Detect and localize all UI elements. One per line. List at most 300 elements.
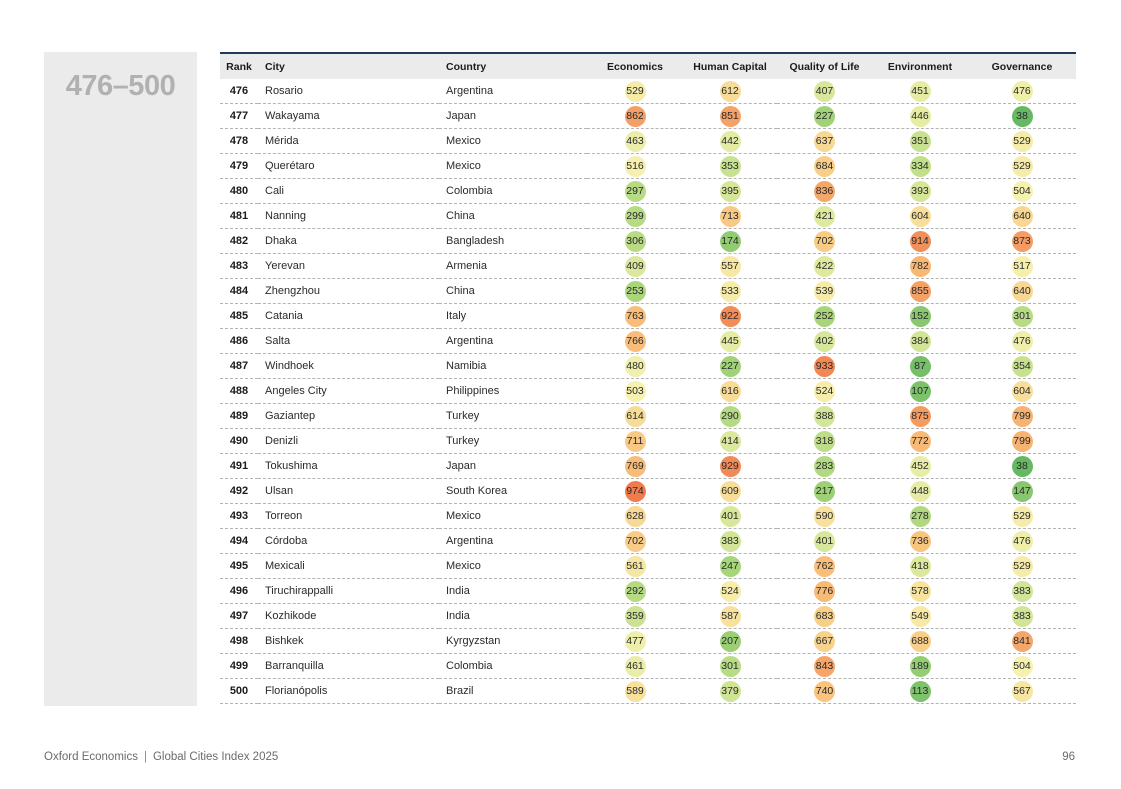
range-label: 476–500 — [65, 70, 176, 102]
score-badge: 616 — [720, 381, 741, 402]
table-row — [220, 679, 1076, 704]
score-badge: 529 — [1012, 506, 1033, 527]
cell-quality-of-life — [777, 404, 872, 429]
cell-city: Bishkek — [258, 629, 439, 654]
score-badge: 297 — [625, 181, 646, 202]
cell-environment — [872, 404, 968, 429]
cell-rank: 490 — [220, 429, 258, 454]
cell-human-capital — [683, 629, 777, 654]
cell-quality-of-life — [777, 154, 872, 179]
score-badge: 736 — [910, 531, 931, 552]
score-badge: 843 — [814, 656, 835, 677]
cell-governance — [968, 604, 1076, 629]
cell-economics — [587, 104, 683, 129]
cell-economics — [587, 604, 683, 629]
cell-economics — [587, 179, 683, 204]
cell-city: Rosario — [258, 79, 439, 104]
header-quality-of-life: Quality of Life — [777, 53, 872, 79]
score-badge: 539 — [814, 281, 835, 302]
cell-human-capital — [683, 404, 777, 429]
score-badge: 517 — [1012, 256, 1033, 277]
cell-country: South Korea — [439, 479, 587, 504]
cell-rank: 483 — [220, 254, 258, 279]
cell-quality-of-life — [777, 179, 872, 204]
cell-quality-of-life — [777, 604, 872, 629]
table-row — [220, 129, 1076, 154]
score-badge: 351 — [910, 131, 931, 152]
score-badge: 334 — [910, 156, 931, 177]
cell-rank: 492 — [220, 479, 258, 504]
cell-quality-of-life — [777, 329, 872, 354]
cell-environment — [872, 454, 968, 479]
score-badge: 769 — [625, 456, 646, 477]
cell-human-capital — [683, 604, 777, 629]
score-badge: 776 — [814, 581, 835, 602]
cell-rank: 479 — [220, 154, 258, 179]
score-badge: 529 — [625, 81, 646, 102]
cell-city: Salta — [258, 329, 439, 354]
score-badge: 107 — [910, 381, 931, 402]
score-badge: 533 — [720, 281, 741, 302]
cell-city: Ulsan — [258, 479, 439, 504]
score-badge: 299 — [625, 206, 646, 227]
cell-city: Gaziantep — [258, 404, 439, 429]
cell-city: Dhaka — [258, 229, 439, 254]
score-badge: 612 — [720, 81, 741, 102]
score-badge: 306 — [625, 231, 646, 252]
cell-human-capital — [683, 304, 777, 329]
table-row — [220, 654, 1076, 679]
cell-city: Denizli — [258, 429, 439, 454]
cell-rank: 481 — [220, 204, 258, 229]
score-badge: 407 — [814, 81, 835, 102]
cell-economics — [587, 354, 683, 379]
score-badge: 253 — [625, 281, 646, 302]
score-badge: 388 — [814, 406, 835, 427]
score-badge: 628 — [625, 506, 646, 527]
cell-economics — [587, 679, 683, 704]
score-badge: 503 — [625, 381, 646, 402]
cell-city: Cali — [258, 179, 439, 204]
cell-country: Mexico — [439, 504, 587, 529]
cell-environment — [872, 79, 968, 104]
score-badge: 524 — [720, 581, 741, 602]
cell-human-capital — [683, 329, 777, 354]
score-badge: 422 — [814, 256, 835, 277]
cell-country: Philippines — [439, 379, 587, 404]
score-badge: 401 — [814, 531, 835, 552]
score-badge: 688 — [910, 631, 931, 652]
cell-environment — [872, 354, 968, 379]
cell-economics — [587, 654, 683, 679]
score-badge: 477 — [625, 631, 646, 652]
cell-governance — [968, 654, 1076, 679]
cell-human-capital — [683, 104, 777, 129]
cell-environment — [872, 604, 968, 629]
cell-rank: 486 — [220, 329, 258, 354]
cell-quality-of-life — [777, 529, 872, 554]
cell-human-capital — [683, 579, 777, 604]
cell-governance — [968, 79, 1076, 104]
score-badge: 446 — [910, 106, 931, 127]
score-badge: 476 — [1012, 81, 1033, 102]
score-badge: 445 — [720, 331, 741, 352]
cell-city: Mexicali — [258, 554, 439, 579]
cell-quality-of-life — [777, 254, 872, 279]
score-badge: 567 — [1012, 681, 1033, 702]
cell-governance — [968, 154, 1076, 179]
cell-economics — [587, 229, 683, 254]
score-badge: 463 — [625, 131, 646, 152]
cell-quality-of-life — [777, 479, 872, 504]
score-badge: 974 — [625, 481, 646, 502]
cell-economics — [587, 554, 683, 579]
page-number: 96 — [1062, 751, 1075, 763]
cell-country: Namibia — [439, 354, 587, 379]
cell-city: Florianópolis — [258, 679, 439, 704]
score-badge: 873 — [1012, 231, 1033, 252]
table-row — [220, 554, 1076, 579]
score-badge: 875 — [910, 406, 931, 427]
cell-rank: 489 — [220, 404, 258, 429]
cell-rank: 477 — [220, 104, 258, 129]
cell-environment — [872, 579, 968, 604]
score-badge: 504 — [1012, 181, 1033, 202]
score-badge: 529 — [1012, 556, 1033, 577]
cell-governance — [968, 429, 1076, 454]
table-row — [220, 179, 1076, 204]
cell-economics — [587, 79, 683, 104]
cell-rank: 485 — [220, 304, 258, 329]
cell-human-capital — [683, 354, 777, 379]
cell-environment — [872, 129, 968, 154]
header-rank: Rank — [220, 53, 258, 79]
score-badge: 448 — [910, 481, 931, 502]
score-badge: 702 — [625, 531, 646, 552]
cell-governance — [968, 504, 1076, 529]
cell-rank: 496 — [220, 579, 258, 604]
score-badge: 452 — [910, 456, 931, 477]
cell-country: Mexico — [439, 554, 587, 579]
footer-publisher-line — [44, 751, 278, 763]
score-badge: 383 — [720, 531, 741, 552]
cell-rank: 476 — [220, 79, 258, 104]
cell-economics — [587, 304, 683, 329]
score-badge: 247 — [720, 556, 741, 577]
score-badge: 38 — [1012, 456, 1033, 477]
score-badge: 189 — [910, 656, 931, 677]
cell-rank: 487 — [220, 354, 258, 379]
score-badge: 772 — [910, 431, 931, 452]
cell-quality-of-life — [777, 354, 872, 379]
header-economics: Economics — [587, 53, 683, 79]
cell-city: Barranquilla — [258, 654, 439, 679]
cell-environment — [872, 254, 968, 279]
cell-human-capital — [683, 379, 777, 404]
score-badge: 933 — [814, 356, 835, 377]
cell-human-capital — [683, 129, 777, 154]
cell-city: Windhoek — [258, 354, 439, 379]
table-row — [220, 104, 1076, 129]
score-badge: 762 — [814, 556, 835, 577]
score-badge: 914 — [910, 231, 931, 252]
cell-country: Armenia — [439, 254, 587, 279]
cell-governance — [968, 229, 1076, 254]
score-badge: 862 — [625, 106, 646, 127]
score-badge: 683 — [814, 606, 835, 627]
score-badge: 609 — [720, 481, 741, 502]
cell-city: Zhengzhou — [258, 279, 439, 304]
table-row — [220, 429, 1076, 454]
table-row — [220, 379, 1076, 404]
score-badge: 292 — [625, 581, 646, 602]
score-badge: 393 — [910, 181, 931, 202]
cell-governance — [968, 579, 1076, 604]
score-badge: 301 — [1012, 306, 1033, 327]
cell-human-capital — [683, 254, 777, 279]
score-badge: 476 — [1012, 331, 1033, 352]
table-row — [220, 579, 1076, 604]
cell-economics — [587, 579, 683, 604]
cell-governance — [968, 404, 1076, 429]
score-badge: 480 — [625, 356, 646, 377]
footer-separator: | — [143, 751, 147, 763]
table-row — [220, 529, 1076, 554]
rankings-table-wrap — [220, 52, 1076, 704]
score-badge: 578 — [910, 581, 931, 602]
cell-economics — [587, 629, 683, 654]
cell-rank: 478 — [220, 129, 258, 154]
score-badge: 278 — [910, 506, 931, 527]
cell-country: Mexico — [439, 154, 587, 179]
header-human-capital: Human Capital — [683, 53, 777, 79]
cell-country: Colombia — [439, 654, 587, 679]
score-badge: 711 — [625, 431, 646, 452]
score-badge: 516 — [625, 156, 646, 177]
cell-governance — [968, 179, 1076, 204]
table-row — [220, 79, 1076, 104]
header-governance: Governance — [968, 53, 1076, 79]
cell-environment — [872, 154, 968, 179]
cell-quality-of-life — [777, 629, 872, 654]
cell-governance — [968, 129, 1076, 154]
score-badge: 529 — [1012, 131, 1033, 152]
table-row — [220, 279, 1076, 304]
cell-city: Tiruchirappalli — [258, 579, 439, 604]
cell-country: India — [439, 579, 587, 604]
cell-rank: 495 — [220, 554, 258, 579]
cell-rank: 488 — [220, 379, 258, 404]
cell-environment — [872, 379, 968, 404]
score-badge: 524 — [814, 381, 835, 402]
cell-governance — [968, 629, 1076, 654]
cell-quality-of-life — [777, 379, 872, 404]
table-row — [220, 354, 1076, 379]
score-badge: 604 — [910, 206, 931, 227]
cell-country: Argentina — [439, 529, 587, 554]
score-badge: 354 — [1012, 356, 1033, 377]
cell-environment — [872, 654, 968, 679]
table-row — [220, 229, 1076, 254]
cell-country: Japan — [439, 454, 587, 479]
cell-country: Colombia — [439, 179, 587, 204]
cell-environment — [872, 629, 968, 654]
cell-city: Angeles City — [258, 379, 439, 404]
score-badge: 587 — [720, 606, 741, 627]
cell-rank: 498 — [220, 629, 258, 654]
score-badge: 461 — [625, 656, 646, 677]
cell-rank: 480 — [220, 179, 258, 204]
score-badge: 702 — [814, 231, 835, 252]
score-badge: 851 — [720, 106, 741, 127]
cell-country: Bangladesh — [439, 229, 587, 254]
cell-country: Turkey — [439, 429, 587, 454]
cell-economics — [587, 404, 683, 429]
cell-human-capital — [683, 279, 777, 304]
cell-economics — [587, 529, 683, 554]
cell-country: Italy — [439, 304, 587, 329]
score-badge: 557 — [720, 256, 741, 277]
score-badge: 217 — [814, 481, 835, 502]
table-row — [220, 154, 1076, 179]
score-badge: 782 — [910, 256, 931, 277]
cell-human-capital — [683, 679, 777, 704]
cell-quality-of-life — [777, 304, 872, 329]
cell-rank: 497 — [220, 604, 258, 629]
range-panel — [44, 52, 197, 706]
cell-environment — [872, 179, 968, 204]
cell-quality-of-life — [777, 129, 872, 154]
cell-country: Brazil — [439, 679, 587, 704]
header-country: Country — [439, 53, 587, 79]
cell-environment — [872, 104, 968, 129]
score-badge: 504 — [1012, 656, 1033, 677]
score-badge: 290 — [720, 406, 741, 427]
score-badge: 402 — [814, 331, 835, 352]
header-city: City — [258, 53, 439, 79]
cell-city: Tokushima — [258, 454, 439, 479]
score-badge: 637 — [814, 131, 835, 152]
cell-country: Argentina — [439, 329, 587, 354]
score-badge: 549 — [910, 606, 931, 627]
score-badge: 713 — [720, 206, 741, 227]
table-row — [220, 204, 1076, 229]
table-row — [220, 254, 1076, 279]
score-badge: 799 — [1012, 406, 1033, 427]
cell-environment — [872, 279, 968, 304]
cell-country: China — [439, 204, 587, 229]
cell-city: Mérida — [258, 129, 439, 154]
cell-environment — [872, 229, 968, 254]
cell-human-capital — [683, 429, 777, 454]
score-badge: 640 — [1012, 281, 1033, 302]
cell-environment — [872, 329, 968, 354]
cell-governance — [968, 304, 1076, 329]
score-badge: 379 — [720, 681, 741, 702]
cell-country: Kyrgyzstan — [439, 629, 587, 654]
cell-economics — [587, 279, 683, 304]
cell-quality-of-life — [777, 104, 872, 129]
footer-report: Global Cities Index 2025 — [152, 751, 279, 763]
cell-governance — [968, 279, 1076, 304]
score-badge: 414 — [720, 431, 741, 452]
score-badge: 614 — [625, 406, 646, 427]
score-badge: 561 — [625, 556, 646, 577]
cell-country: China — [439, 279, 587, 304]
cell-governance — [968, 554, 1076, 579]
cell-governance — [968, 354, 1076, 379]
score-badge: 147 — [1012, 481, 1033, 502]
cell-environment — [872, 529, 968, 554]
cell-country: India — [439, 604, 587, 629]
cell-quality-of-life — [777, 279, 872, 304]
cell-economics — [587, 454, 683, 479]
cell-city: Torreon — [258, 504, 439, 529]
cell-city: Córdoba — [258, 529, 439, 554]
cell-governance — [968, 254, 1076, 279]
score-badge: 529 — [1012, 156, 1033, 177]
table-row — [220, 604, 1076, 629]
cell-economics — [587, 154, 683, 179]
cell-city: Kozhikode — [258, 604, 439, 629]
cell-environment — [872, 554, 968, 579]
cell-human-capital — [683, 554, 777, 579]
cell-human-capital — [683, 179, 777, 204]
score-badge: 359 — [625, 606, 646, 627]
score-badge: 590 — [814, 506, 835, 527]
cell-rank: 491 — [220, 454, 258, 479]
cell-economics — [587, 479, 683, 504]
cell-city: Catania — [258, 304, 439, 329]
cell-economics — [587, 254, 683, 279]
score-badge: 174 — [720, 231, 741, 252]
cell-quality-of-life — [777, 204, 872, 229]
score-badge: 640 — [1012, 206, 1033, 227]
score-badge: 383 — [1012, 581, 1033, 602]
cell-quality-of-life — [777, 454, 872, 479]
rankings-table — [220, 52, 1076, 704]
cell-human-capital — [683, 504, 777, 529]
cell-governance — [968, 204, 1076, 229]
score-badge: 283 — [814, 456, 835, 477]
score-badge: 451 — [910, 81, 931, 102]
score-badge: 667 — [814, 631, 835, 652]
score-badge: 418 — [910, 556, 931, 577]
cell-governance — [968, 379, 1076, 404]
cell-rank: 482 — [220, 229, 258, 254]
cell-rank: 484 — [220, 279, 258, 304]
cell-economics — [587, 129, 683, 154]
score-badge: 855 — [910, 281, 931, 302]
score-badge: 836 — [814, 181, 835, 202]
cell-human-capital — [683, 479, 777, 504]
cell-city: Wakayama — [258, 104, 439, 129]
score-badge: 589 — [625, 681, 646, 702]
cell-human-capital — [683, 204, 777, 229]
cell-economics — [587, 429, 683, 454]
cell-quality-of-life — [777, 229, 872, 254]
cell-quality-of-life — [777, 679, 872, 704]
score-badge: 38 — [1012, 106, 1033, 127]
cell-human-capital — [683, 529, 777, 554]
score-badge: 113 — [910, 681, 931, 702]
table-row — [220, 454, 1076, 479]
score-badge: 401 — [720, 506, 741, 527]
score-badge: 301 — [720, 656, 741, 677]
score-badge: 476 — [1012, 531, 1033, 552]
cell-governance — [968, 329, 1076, 354]
cell-quality-of-life — [777, 579, 872, 604]
